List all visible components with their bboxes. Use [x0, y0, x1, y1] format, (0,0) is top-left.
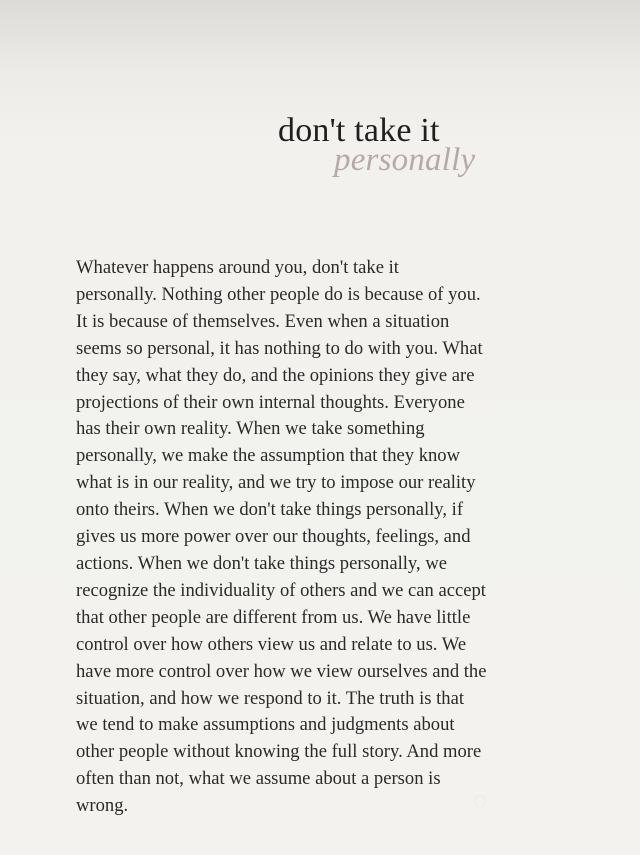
body-line: has their own reality. When we take something	[76, 418, 425, 440]
page-title: don't take it	[278, 112, 440, 149]
body-line: personally. Nothing other people do is because of you.	[76, 283, 481, 305]
body-paragraph	[76, 255, 576, 820]
body-line: other people without knowing the full story. And more	[76, 741, 482, 763]
body-line: onto theirs. When we don't take things personally, if	[76, 499, 464, 521]
body-line: that other people are different from us. We have little	[76, 606, 471, 628]
body-line: have more control over how we view ourselves and the	[76, 660, 487, 682]
body-line: gives us more power over our thoughts, feelings, and	[76, 526, 471, 548]
body-line: wrong.	[76, 795, 129, 817]
body-line: they say, what they do, and the opinions they give are	[76, 364, 475, 386]
body-line: often than not, what we assume about a person is	[76, 768, 441, 790]
body-line: personally, we make the assumption that they know	[76, 445, 461, 467]
body-line: what is in our reality, and we try to impose our reality	[76, 472, 476, 494]
body-line: we tend to make assumptions and judgments about	[76, 714, 455, 736]
body-line: Whatever happens around you, don't take it	[76, 257, 399, 278]
tiktok-logo-icon	[474, 795, 486, 807]
title-block	[0, 112, 640, 192]
page-subtitle: personally	[334, 142, 476, 178]
body-line: seems so personal, it has nothing to do with you. What	[76, 337, 483, 359]
body-line: projections of their own internal thoughts. Everyone	[76, 391, 465, 413]
body-line: control over how others view us and relate to us. We	[76, 633, 467, 655]
body-line: It is because of themselves. Even when a situation	[76, 310, 450, 332]
body-line: situation, and how we respond to it. The truth is that	[76, 687, 465, 709]
body-line: recognize the individuality of others and we can accept	[76, 579, 486, 601]
body-line: actions. When we don't take things personally, we	[76, 552, 448, 574]
watermark	[474, 792, 624, 810]
